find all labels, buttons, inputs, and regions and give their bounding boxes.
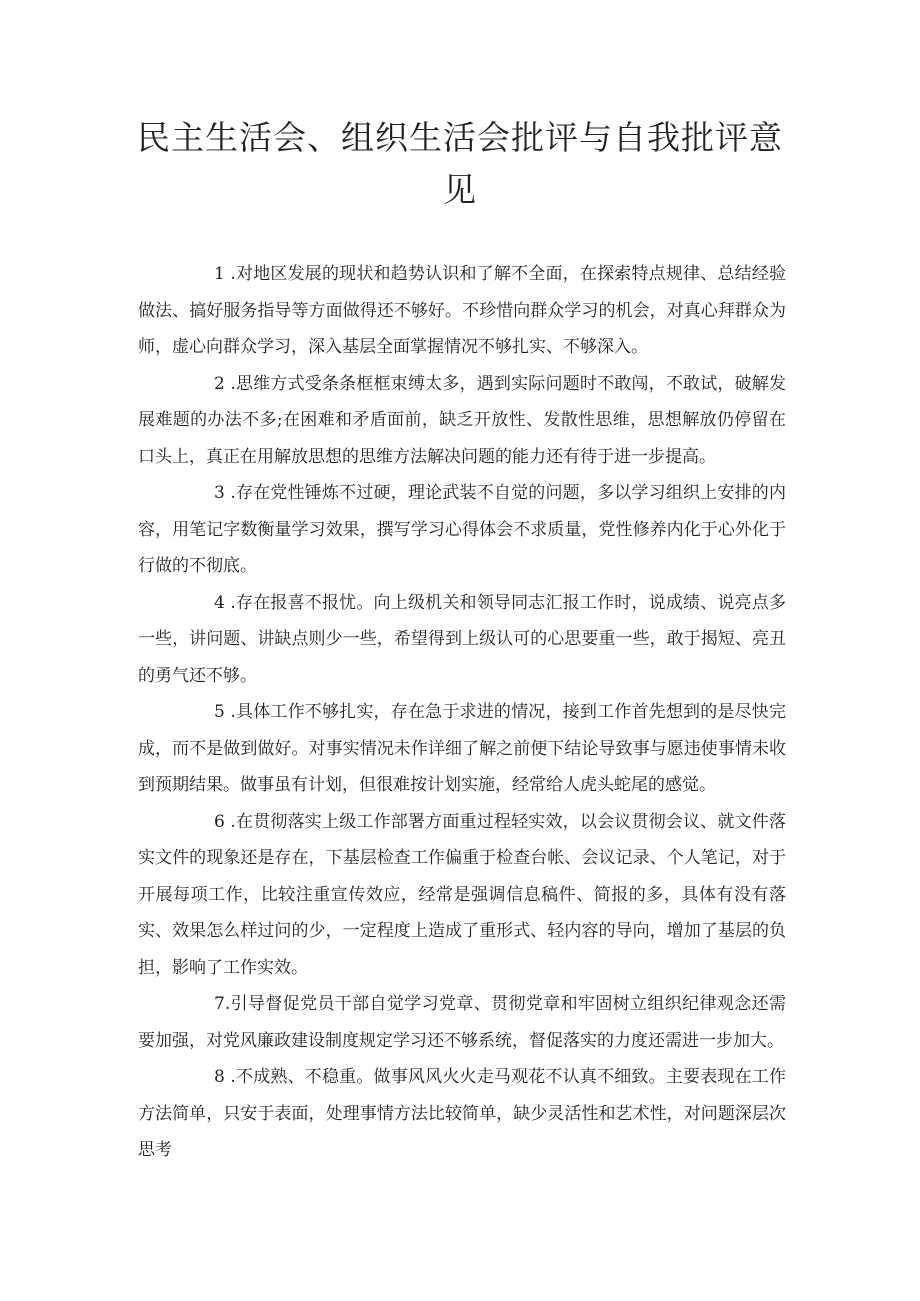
document-title: [130, 112, 790, 216]
paragraph-4: [138, 585, 786, 695]
paragraph-5: [138, 694, 786, 804]
paragraph-text: .在贯彻落实上级工作部署方面重过程轻实效，以会议贯彻会议、就文件落实文件的现象还是存在，下基层检查工作偏重于检查台帐、会议记录、个人笔记，对于开展每项工作，比较注重宣传效应，经常是强调信息稿件、简报的多，具体有没有落实、效果怎么样过问的少，一定程度上造成了重形式、轻内容的导向，增加了基层的负担，影响了工作实效。: [138, 811, 786, 978]
paragraph-text: .存在党性锤炼不过硬，理论武装不自觉的问题，多以学习组织上安排的内容，用笔记字数衡量学习效果，撰写学习心得体会不求质量，党性修养内化于心外化于行做的不彻底。: [138, 483, 786, 576]
paragraph-text: .思维方式受条条框框束缚太多，遇到实际问题时不敢闯，不敢试，破解发展难题的办法不多;在困难和矛盾面前，缺乏开放性、发散性思维，思想解放仍停留在口头上，真正在用解放思想的思维方法解决问题的能力还有待于进一步提高。: [138, 373, 786, 467]
paragraph-number: 4: [214, 592, 225, 613]
paragraph-number: 5: [214, 702, 225, 722]
title-line-1: 民主生活会、组织生活会批评与自我批评意: [137, 118, 783, 157]
paragraph-text: .存在报喜不报忧。向上级机关和领导同志汇报工作时，说成绩、说亮点多一些，讲问题、讲缺点则少一些，希望得到上级认可的心思要重一些，敢于揭短、亮丑的勇气还不够。: [138, 592, 786, 686]
paragraph-number: 7: [214, 994, 225, 1014]
paragraph-text: .对地区发展的现状和趋势认识和了解不全面，在探索特点规律、总结经验做法、搞好服务指导等方面做得还不够好。不珍惜向群众学习的机会，对真心拜群众为师，虚心向群众学习，深入基层全面掌握情况不够扎实、不够深入。: [138, 264, 786, 357]
paragraph-text: .不成熟、不稳重。做事风风火火走马观花不认真不细致。主要表现在工作方法简单，只安于表面，处理事情方法比较简单，缺少灵活性和艺术性，对问题深层次思考: [138, 1067, 786, 1160]
paragraph-number: 2: [214, 373, 225, 394]
paragraph-6: [138, 804, 786, 987]
paragraph-3: [138, 475, 786, 585]
paragraph-text: .具体工作不够扎实，存在急于求进的情况，接到工作首先想到的是尽快完成，而不是做到做好。对事实情况未作详细了解之前便下结论导致事与愿违使事情未收到预期结果。做事虽有计划，但很难按计划实施，经常给人虎头蛇尾的感觉。: [138, 702, 786, 795]
paragraph-8: [138, 1059, 786, 1169]
paragraph-1: [138, 256, 786, 366]
paragraph-number: 8: [214, 1067, 225, 1087]
paragraph-number: 3: [214, 483, 225, 503]
document-body: [138, 256, 786, 1169]
paragraph-number: 6: [214, 811, 225, 832]
paragraph-text: .引导督促党员干部自觉学习党章、贯彻党章和牢固树立组织纪律观念还需要加强，对党风廉政建设制度规定学习还不够系统，督促落实的力度还需进一步加大。: [138, 994, 786, 1051]
paragraph-7: [138, 986, 786, 1059]
title-line-2: 见: [443, 170, 477, 209]
paragraph-number: 1: [214, 264, 225, 284]
paragraph-2: [138, 366, 786, 476]
